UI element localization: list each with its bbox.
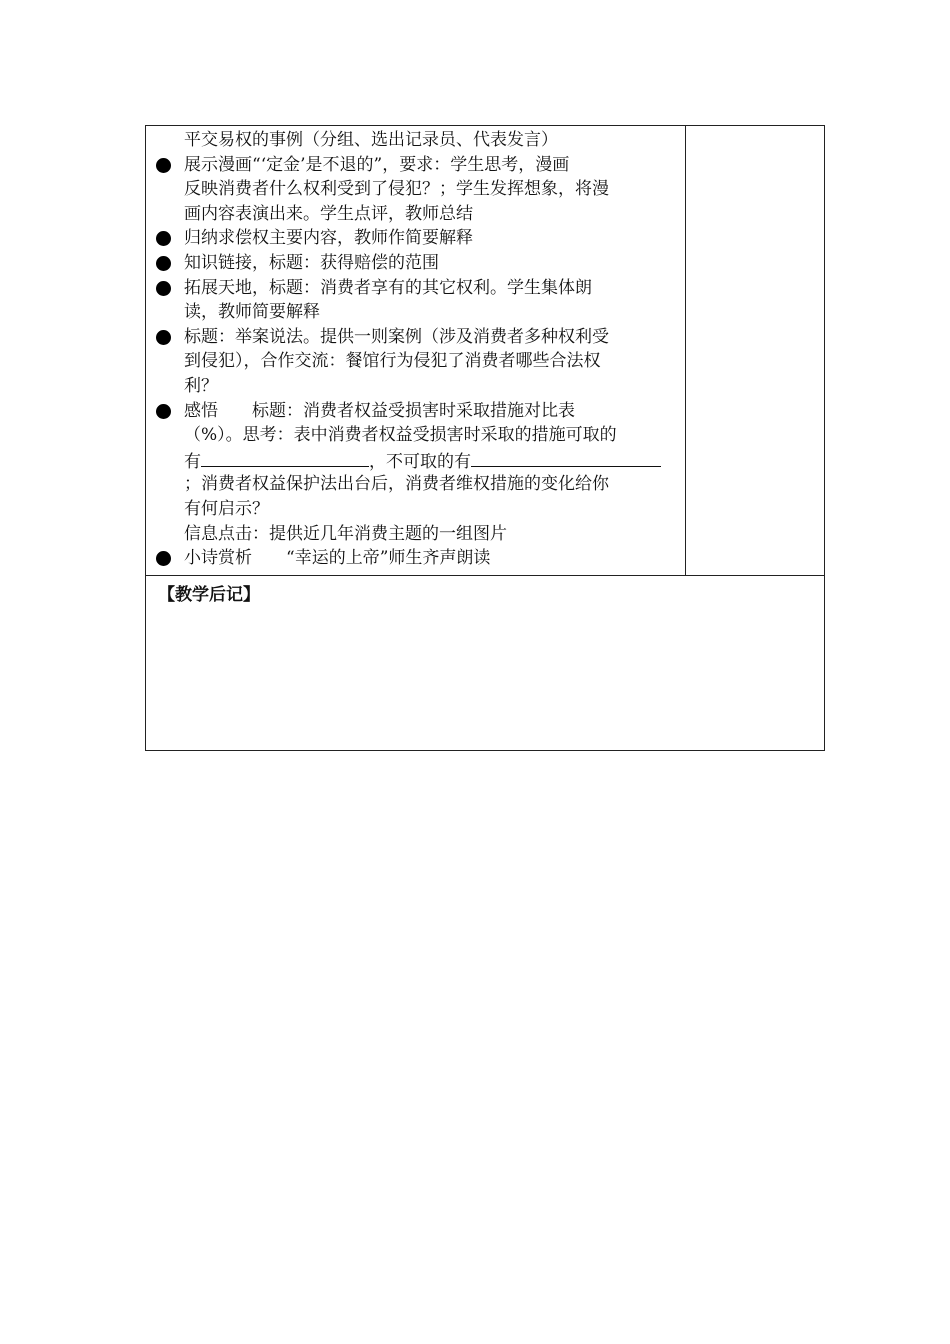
bullet-item — [156, 546, 684, 571]
line-text: 利？ — [184, 375, 218, 396]
bullet-item — [156, 325, 684, 350]
postscript-title: 【教学后记】 — [158, 585, 260, 605]
bullet-icon — [156, 256, 171, 271]
bullet-item — [156, 153, 684, 178]
text-line — [156, 349, 684, 374]
line-text: 画内容表演出来。学生点评，教师总结 — [184, 203, 473, 224]
fill-prefix: 有 — [184, 451, 201, 472]
fill-middle: ，不可取的有 — [369, 451, 471, 472]
text-line — [156, 128, 684, 153]
line-text: 有何启示？ — [184, 498, 269, 519]
text-line — [156, 202, 684, 227]
line-text: 到侵犯），合作交流：餐馆行为侵犯了消费者哪些合法权 — [184, 351, 601, 372]
line-text: 拓展天地，标题：消费者享有的其它权利。学生集体朗 — [184, 277, 592, 298]
fill-blank-line — [156, 448, 684, 473]
bullet-item — [156, 276, 684, 301]
bullet-icon — [156, 404, 171, 419]
line-text: ；消费者权益保护法出台后，消费者维权措施的变化给你 — [184, 474, 609, 495]
notes-cell — [686, 126, 824, 575]
bullet-icon — [156, 281, 171, 296]
activity-cell — [146, 126, 686, 575]
lesson-plan-table — [145, 125, 825, 751]
line-text: 展示漫画“‘定金’是不退的”，要求：学生思考，漫画 — [184, 154, 570, 175]
text-line — [156, 423, 684, 448]
line-text: 信息点击：提供近几年消费主题的一组图片 — [184, 523, 507, 544]
text-line — [156, 374, 684, 399]
blank-field-acceptable[interactable] — [201, 448, 369, 467]
activity-content — [156, 128, 684, 571]
text-line — [156, 177, 684, 202]
line-text: （%）。思考：表中消费者权益受损害时采取的措施可取的 — [184, 425, 617, 446]
bullet-item — [156, 251, 684, 276]
line-text: 知识链接，标题：获得赔偿的范围 — [184, 252, 439, 273]
text-line — [156, 300, 684, 325]
bullet-icon — [156, 551, 171, 566]
activity-row — [146, 126, 824, 576]
bullet-icon — [156, 231, 171, 246]
bullet-item — [156, 226, 684, 251]
text-line — [156, 472, 684, 497]
line-text: 标题：举案说法。提供一则案例（涉及消费者多种权利受 — [184, 326, 609, 347]
text-line — [156, 497, 684, 522]
bullet-icon — [156, 330, 171, 345]
line-text: 归纳求偿权主要内容，教师作简要解释 — [184, 228, 473, 249]
text-line — [156, 522, 684, 547]
line-text: 反映消费者什么权利受到了侵犯？；学生发挥想象，将漫 — [184, 179, 609, 200]
line-text: 小诗赏析 “幸运的上帝”师生齐声朗读 — [184, 548, 491, 569]
bullet-icon — [156, 158, 171, 173]
blank-field-unacceptable[interactable] — [471, 448, 661, 467]
line-text: 读，教师简要解释 — [184, 302, 320, 323]
line-text: 感悟 标题：消费者权益受损害时采取措施对比表 — [184, 400, 575, 421]
line-text: 平交易权的事例（分组、选出记录员、代表发言） — [184, 130, 558, 150]
bullet-item — [156, 399, 684, 424]
postscript-row — [146, 576, 824, 750]
